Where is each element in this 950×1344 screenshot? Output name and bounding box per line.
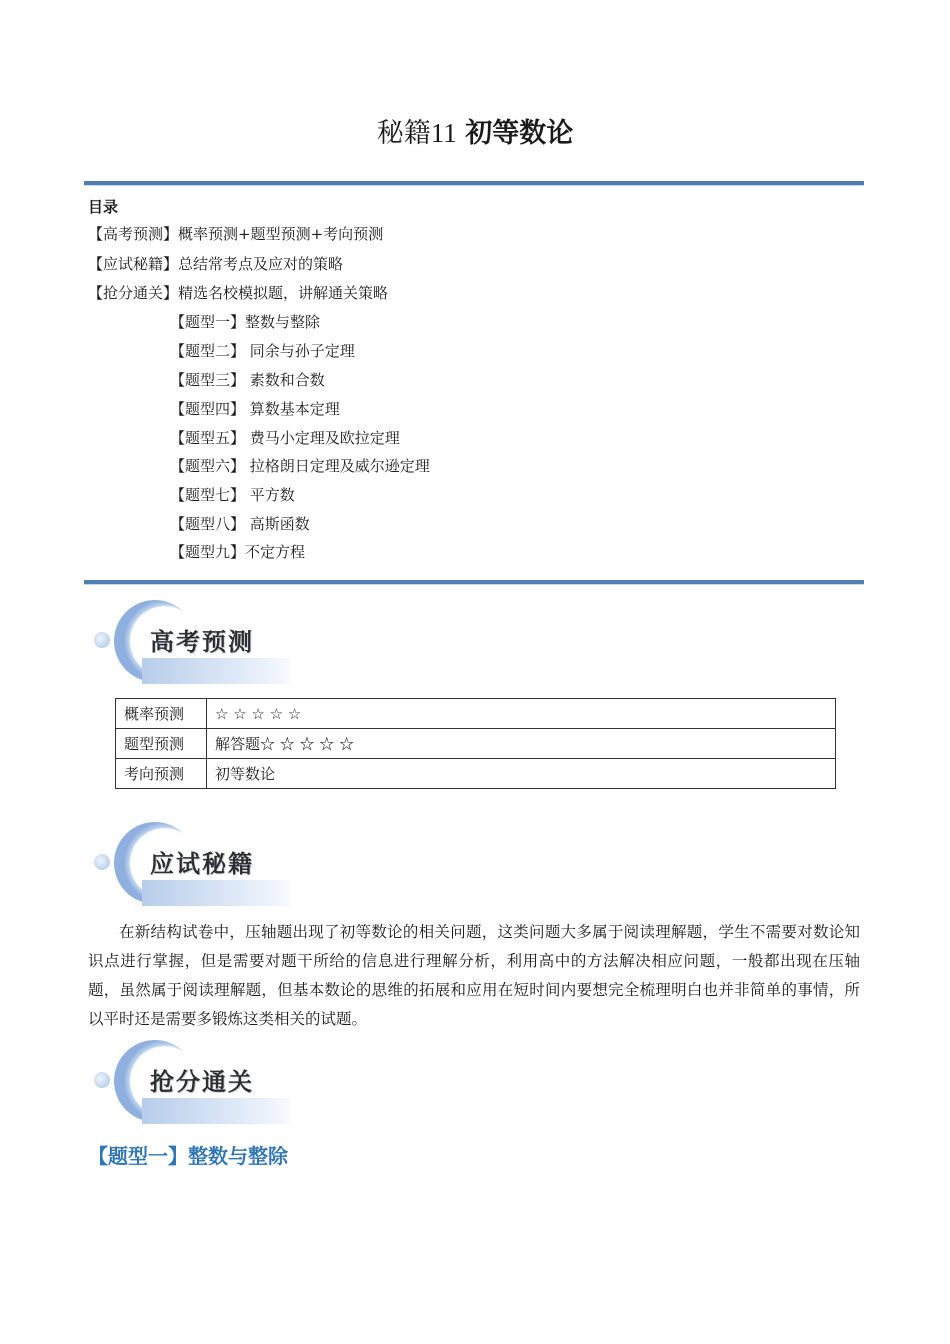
toc-sub-item-2[interactable]: 【题型二】 同余与孙子定理 xyxy=(170,342,355,360)
toc-sub-item-1[interactable]: 【题型一】整数与整除 xyxy=(170,313,321,331)
toc-sub-item-8[interactable]: 【题型八】 高斯函数 xyxy=(170,515,310,533)
toc-item-secrets[interactable]: 【应试秘籍】总结常考点及应对的策略 xyxy=(88,255,344,273)
toc-bottom-divider xyxy=(84,580,864,584)
toc-item-prediction[interactable]: 【高考预测】概率预测+题型预测+考向预测 xyxy=(88,225,384,243)
banner-bar-decoration xyxy=(142,880,290,906)
banner-dot-decoration xyxy=(94,1072,110,1088)
table-cell-value: 解答题☆ ☆ ☆ ☆ ☆ xyxy=(207,729,836,759)
banner-prediction xyxy=(88,600,298,690)
banner-label: 应试秘籍 xyxy=(150,850,254,878)
toc-sub-item-5[interactable]: 【题型五】 费马小定理及欧拉定理 xyxy=(170,429,400,447)
toc-sub-item-9[interactable]: 【题型九】不定方程 xyxy=(170,543,306,561)
title-topic: 初等数论 xyxy=(465,118,574,149)
toc-heading: 目录 xyxy=(88,198,119,216)
banner-label: 抢分通关 xyxy=(150,1068,254,1096)
banner-bar-decoration xyxy=(142,658,290,684)
body-paragraph: 在新结构试卷中，压轴题出现了初等数论的相关问题，这类问题大多属于阅读理解题，学生不需要对数论知识点进行掌握，但是需要对题干所给的信息进行理解分析，利用高中的方法解决相应问题，一般都出现在压轴题，虽然属于阅读理解题，但基本数论的思维的拓展和应用在短时间内要想完全梳理明白也并非简单的事情，所以平时还是需要多锻炼这类相关的试题。 xyxy=(88,923,860,1028)
table-cell-key: 概率预测 xyxy=(116,699,207,729)
prediction-table xyxy=(115,698,836,789)
table-cell-value: 初等数论 xyxy=(207,759,836,789)
toc-item-clearance[interactable]: 【抢分通关】精选名校模拟题，讲解通关策略 xyxy=(88,284,389,302)
banner-label: 高考预测 xyxy=(150,628,254,656)
section-heading: 【题型一】整数与整除 xyxy=(88,1144,288,1168)
table-cell-value: ☆ ☆ ☆ ☆ ☆ xyxy=(207,699,836,729)
page-title xyxy=(0,116,950,151)
toc-sub-item-3[interactable]: 【题型三】 素数和合数 xyxy=(170,371,325,389)
table-cell-key: 考向预测 xyxy=(116,759,207,789)
toc-sub-item-7[interactable]: 【题型七】 平方数 xyxy=(170,486,295,504)
table-cell-key: 题型预测 xyxy=(116,729,207,759)
toc-sub-item-4[interactable]: 【题型四】 算数基本定理 xyxy=(170,400,340,418)
table-row xyxy=(116,729,836,759)
table-row xyxy=(116,759,836,789)
banner-secrets xyxy=(88,822,298,912)
toc-sub-item-6[interactable]: 【题型六】 拉格朗日定理及威尔逊定理 xyxy=(170,457,430,475)
title-prefix: 秘籍 xyxy=(376,118,431,149)
table-row xyxy=(116,699,836,729)
banner-dot-decoration xyxy=(94,632,110,648)
banner-bar-decoration xyxy=(142,1098,290,1124)
banner-dot-decoration xyxy=(94,854,110,870)
title-number: 11 xyxy=(430,118,457,148)
top-divider xyxy=(84,181,864,185)
banner-clearance xyxy=(88,1040,298,1130)
